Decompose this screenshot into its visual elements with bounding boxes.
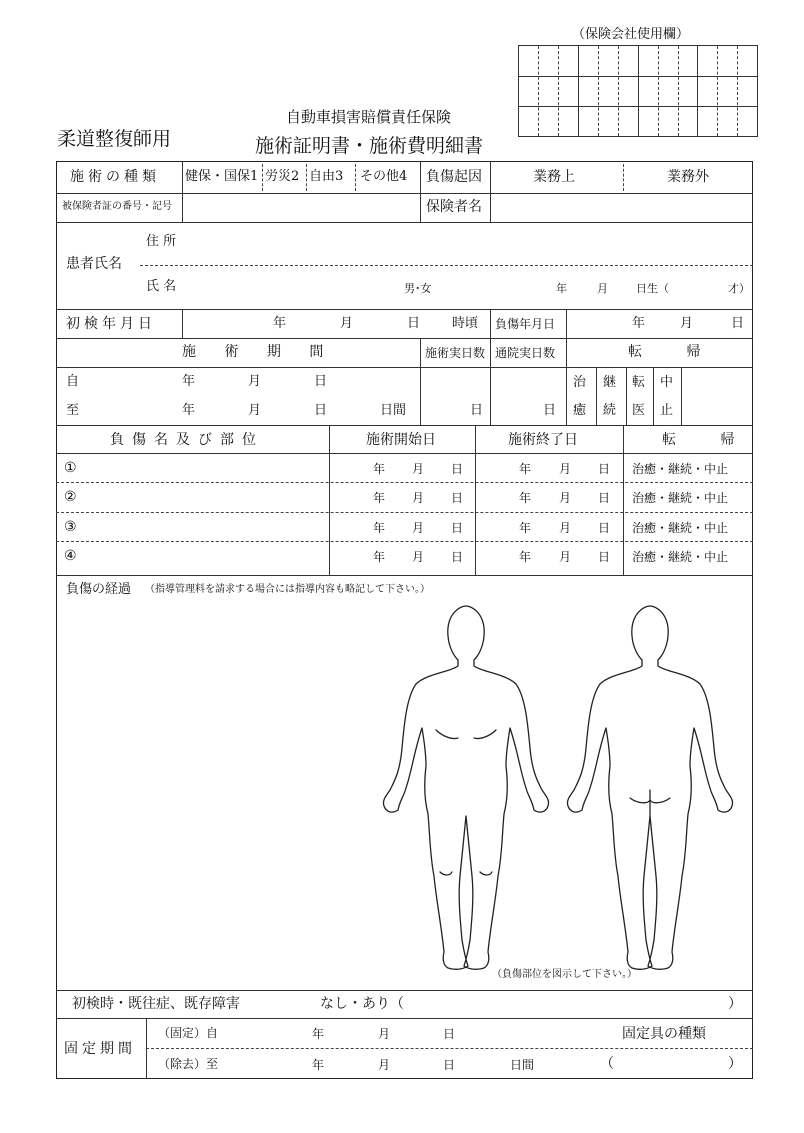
preexisting-detail-field[interactable] — [420, 993, 730, 1015]
from-day-unit: 日 — [314, 374, 328, 389]
insured-number-label: 被保険者証の番号・記号 — [62, 201, 172, 212]
start-day-unit: 日 — [451, 491, 464, 505]
injury-date-label: 負傷年月日 — [495, 317, 556, 331]
option-workers-comp[interactable]: 労災2 — [265, 169, 300, 184]
sex-select[interactable]: 男･女 — [404, 282, 432, 295]
age-unit: 才） — [728, 282, 750, 295]
from-label: 自 — [66, 374, 80, 389]
period-label: 施 術 期 間 — [182, 344, 336, 360]
option-health-insurance[interactable]: 健保・国保1 — [185, 169, 259, 184]
start-month-unit: 月 — [412, 550, 425, 564]
start-year-unit: 年 — [373, 550, 386, 564]
doc-title-top: 自動車損害賠償責任保険 — [286, 108, 452, 126]
end-month-unit: 月 — [559, 491, 572, 505]
first-visit-hour-unit: 時頃 — [452, 316, 479, 331]
outcome-transfer-option[interactable] — [627, 368, 653, 424]
end-day-unit: 日 — [598, 521, 611, 535]
outcome-transfer-top: 転 — [632, 375, 646, 390]
outcome-continue-top: 継 — [603, 375, 617, 390]
outcome-continue-bottom: 続 — [603, 403, 617, 418]
outcome-cured-top: 治 — [573, 375, 587, 390]
row-number: ① — [64, 460, 77, 476]
start-month-unit: 月 — [412, 521, 425, 535]
removed-month-unit: 月 — [378, 1058, 391, 1072]
insurer-use-label: （保険会社使用欄） — [572, 27, 690, 42]
birth-month-unit: 月 — [597, 282, 608, 295]
doc-title-main: 施術証明書・施術費明細書 — [255, 135, 484, 157]
body-diagram[interactable] — [360, 600, 750, 980]
end-date-header: 施術終了日 — [508, 432, 578, 448]
course-text-area[interactable] — [60, 600, 390, 980]
back-body-outline — [567, 606, 732, 969]
days-between-unit: 日間 — [380, 403, 407, 418]
patient-section-label: 患者氏名 — [66, 256, 122, 272]
outcome-cured-bottom: 癒 — [573, 403, 587, 418]
visit-days-unit: 日 — [543, 403, 557, 418]
name-label: 氏 名 — [146, 279, 177, 294]
start-day-unit: 日 — [451, 521, 464, 535]
injury-year-unit: 年 — [632, 316, 646, 331]
option-other[interactable]: その他4 — [360, 169, 408, 184]
injury-cause-label: 負傷起因 — [426, 169, 482, 185]
start-day-unit: 日 — [451, 550, 464, 564]
end-day-unit: 日 — [598, 462, 611, 476]
end-year-unit: 年 — [519, 521, 532, 535]
injury-name-header: 負傷名及び部位 — [110, 432, 264, 448]
outcome-continue-option[interactable] — [597, 368, 626, 424]
start-year-unit: 年 — [373, 462, 386, 476]
fixed-month-unit: 月 — [378, 1027, 391, 1041]
course-label: 負傷の経過 — [66, 582, 132, 597]
start-date-header: 施術開始日 — [366, 432, 436, 448]
address-label: 住 所 — [146, 234, 177, 249]
row-number: ② — [64, 489, 77, 505]
removed-year-unit: 年 — [312, 1058, 325, 1072]
treatment-type-label: 施術の種類 — [70, 169, 160, 185]
insurer-name-label: 保険者名 — [426, 199, 482, 215]
row-number: ③ — [64, 519, 77, 535]
device-type-field[interactable] — [612, 1052, 726, 1076]
first-visit-year-unit: 年 — [273, 316, 287, 331]
option-self-pay[interactable]: 自由3 — [309, 169, 344, 184]
practitioner-label: 柔道整復師用 — [57, 128, 172, 150]
removed-day-unit: 日 — [443, 1058, 456, 1072]
outcome-label: 転 帰 — [628, 344, 721, 360]
from-month-unit: 月 — [248, 374, 262, 389]
to-label: 至 — [66, 403, 80, 418]
to-day-unit: 日 — [314, 403, 328, 418]
row-outcome-options[interactable]: 治癒・継続・中止 — [632, 521, 729, 535]
end-day-unit: 日 — [598, 550, 611, 564]
end-month-unit: 月 — [559, 550, 572, 564]
option-work-on[interactable]: 業務上 — [533, 169, 575, 185]
injury-outcome-header: 転 帰 — [662, 432, 755, 448]
birth-year-unit: 年 — [556, 282, 567, 295]
injury-day-unit: 日 — [731, 316, 745, 331]
outcome-stop-bottom: 止 — [660, 403, 674, 418]
end-month-unit: 月 — [559, 462, 572, 476]
end-year-unit: 年 — [519, 550, 532, 564]
first-visit-label: 初検年月日 — [66, 316, 156, 332]
outcome-stop-option[interactable] — [654, 368, 681, 424]
outcome-cured-option[interactable] — [567, 368, 596, 424]
preexisting-label: 初検時・既往症、既存障害 — [72, 996, 240, 1012]
end-day-unit: 日 — [598, 491, 611, 505]
actual-days-unit: 日 — [470, 403, 484, 418]
row-number: ④ — [64, 548, 77, 564]
course-note: （指導管理料を請求する場合には指導内容も略記して下さい。） — [145, 584, 430, 595]
outcome-stop-top: 中 — [660, 375, 674, 390]
to-month-unit: 月 — [248, 403, 262, 418]
start-day-unit: 日 — [451, 462, 464, 476]
option-work-off[interactable]: 業務外 — [667, 169, 709, 185]
end-month-unit: 月 — [559, 521, 572, 535]
first-visit-month-unit: 月 — [340, 316, 354, 331]
injury-month-unit: 月 — [680, 316, 694, 331]
fixed-from-label: （固定）自 — [158, 1026, 219, 1040]
start-month-unit: 月 — [412, 462, 425, 476]
row-outcome-options[interactable]: 治癒・継続・中止 — [632, 491, 729, 505]
actual-days-label: 施術実日数 — [425, 346, 486, 360]
diagram-note: （負傷部位を図示して下さい。） — [492, 969, 637, 980]
to-year-unit: 年 — [182, 403, 196, 418]
address-field[interactable] — [190, 226, 750, 262]
insurer-use-grid[interactable] — [518, 45, 758, 137]
from-year-unit: 年 — [182, 374, 196, 389]
outcome-transfer-bottom: 医 — [632, 403, 646, 418]
removed-to-label: （除去）至 — [158, 1057, 219, 1071]
fixed-day-unit: 日 — [443, 1027, 456, 1041]
insurer-name-field[interactable] — [491, 194, 751, 221]
end-year-unit: 年 — [519, 491, 532, 505]
birth-day-unit: 日生（ — [636, 282, 669, 295]
end-year-unit: 年 — [519, 462, 532, 476]
row-outcome-options[interactable]: 治癒・継続・中止 — [632, 462, 729, 476]
preexisting-select[interactable]: なし・あり（ — [320, 996, 404, 1012]
start-year-unit: 年 — [373, 491, 386, 505]
start-month-unit: 月 — [412, 491, 425, 505]
fixation-label: 固定期間 — [64, 1041, 136, 1057]
fixation-days-unit: 日間 — [510, 1058, 535, 1072]
device-close-paren: ） — [728, 1056, 742, 1072]
first-visit-day-unit: 日 — [407, 316, 421, 331]
device-type-label: 固定具の種類 — [622, 1026, 706, 1042]
visit-days-label: 通院実日数 — [495, 346, 556, 360]
preexisting-close-paren: ） — [728, 996, 742, 1012]
row-outcome-options[interactable]: 治癒・継続・中止 — [632, 550, 729, 564]
device-open-paren: （ — [600, 1056, 614, 1072]
patient-name-field[interactable] — [190, 268, 390, 304]
insured-number-field[interactable] — [183, 194, 419, 221]
front-body-outline — [383, 606, 548, 969]
fixed-year-unit: 年 — [312, 1027, 325, 1041]
start-year-unit: 年 — [373, 521, 386, 535]
